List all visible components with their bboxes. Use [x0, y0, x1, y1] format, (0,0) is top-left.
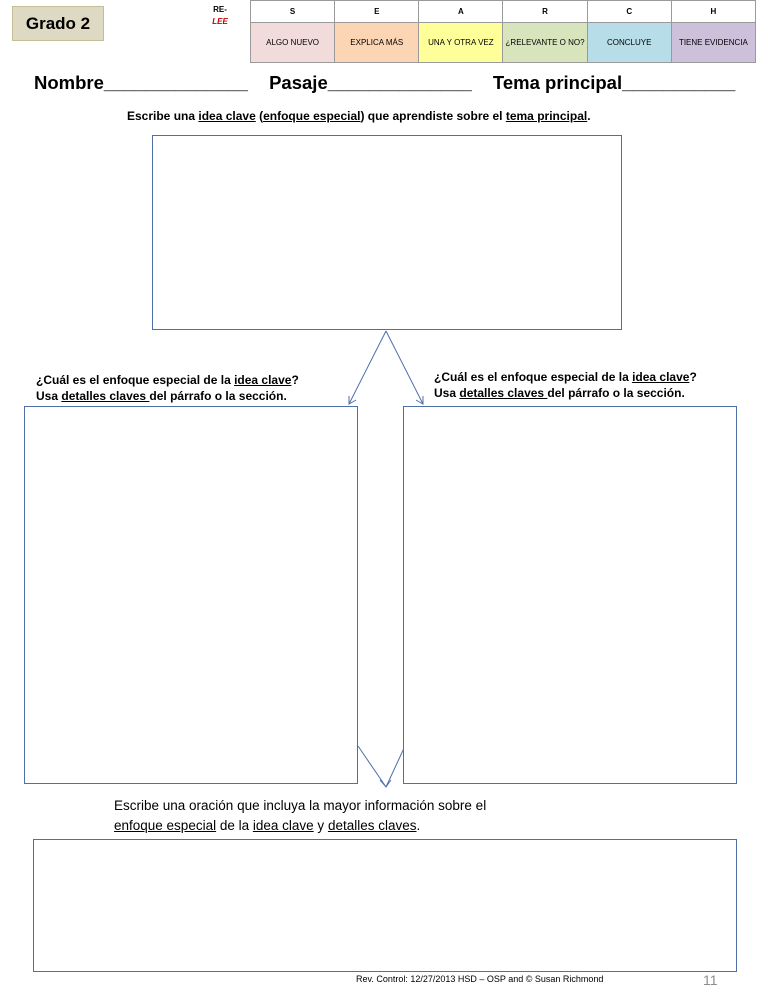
search-letter: H [671, 1, 755, 23]
page-number: 11 [703, 972, 718, 988]
search-letter: A [419, 1, 503, 23]
q-text: del párrafo o la sección. [547, 386, 685, 400]
q-text: ? [291, 373, 299, 387]
search-meaning: ALGO NUEVO [251, 23, 335, 63]
left-question [36, 372, 299, 404]
b-text: . [416, 818, 421, 833]
q-text: Usa [36, 389, 62, 403]
q-underline: detalles claves [61, 389, 150, 403]
summary-sentence-box[interactable] [33, 839, 737, 972]
instr-underline: enfoque especial [263, 109, 361, 123]
q-underline: idea clave [632, 370, 690, 384]
q-underline: detalles claves [459, 386, 548, 400]
b-text: y [313, 818, 328, 833]
arrow-left [349, 331, 386, 404]
q-text: ¿Cuál es el enfoque especial de la [434, 370, 633, 384]
right-question [434, 369, 697, 401]
pasaje-field[interactable]: Pasaje______________ [269, 72, 472, 93]
b-text: de la [216, 818, 253, 833]
q-text: ? [689, 370, 697, 384]
q-text: Usa [434, 386, 460, 400]
instr-text: . [587, 109, 591, 123]
right-detail-box[interactable] [403, 406, 737, 784]
bottom-line-2 [114, 816, 486, 836]
left-detail-box[interactable] [24, 406, 358, 784]
instr-text: ) que aprendiste sobre el [360, 109, 506, 123]
b-underline: detalles claves [327, 818, 417, 833]
search-meaning: EXPLICA MÁS [335, 23, 419, 63]
search-letter: R [503, 1, 587, 23]
instr-text: ( [255, 109, 264, 123]
arrow-right [386, 331, 423, 404]
search-letter: E [335, 1, 419, 23]
instr-underline: idea clave [198, 109, 256, 123]
b-underline: idea clave [252, 818, 314, 833]
grade-badge: Grado 2 [12, 6, 104, 41]
search-letter: S [251, 1, 335, 23]
arrow-merge-left [358, 746, 386, 787]
search-meaning: ¿RELEVANTE O NO? [503, 23, 587, 63]
b-underline: enfoque especial [114, 818, 217, 833]
nombre-field[interactable]: Nombre______________ [34, 72, 248, 93]
relee-re: RE- [213, 5, 227, 14]
footer-revision: Rev. Control: 12/27/2013 HSD – OSP and © Susan Richmond [356, 974, 604, 984]
search-meaning: CONCLUYE [587, 23, 671, 63]
q-text: del párrafo o la sección. [149, 389, 287, 403]
search-letter: C [587, 1, 671, 23]
search-meaning: TIENE EVIDENCIA [671, 23, 755, 63]
bottom-instruction [114, 796, 486, 836]
bottom-line-1: Escribe una oración que incluya la mayor información sobre el [114, 798, 487, 813]
search-meaning: UNA Y OTRA VEZ [419, 23, 503, 63]
q-text: ¿Cuál es el enfoque especial de la [36, 373, 235, 387]
q-underline: idea clave [234, 373, 292, 387]
instr-text: Escribe una [127, 109, 199, 123]
tema-field[interactable]: Tema principal___________ [492, 72, 736, 93]
relee-lee: LEE [212, 17, 228, 26]
instr-underline: tema principal [505, 109, 588, 123]
